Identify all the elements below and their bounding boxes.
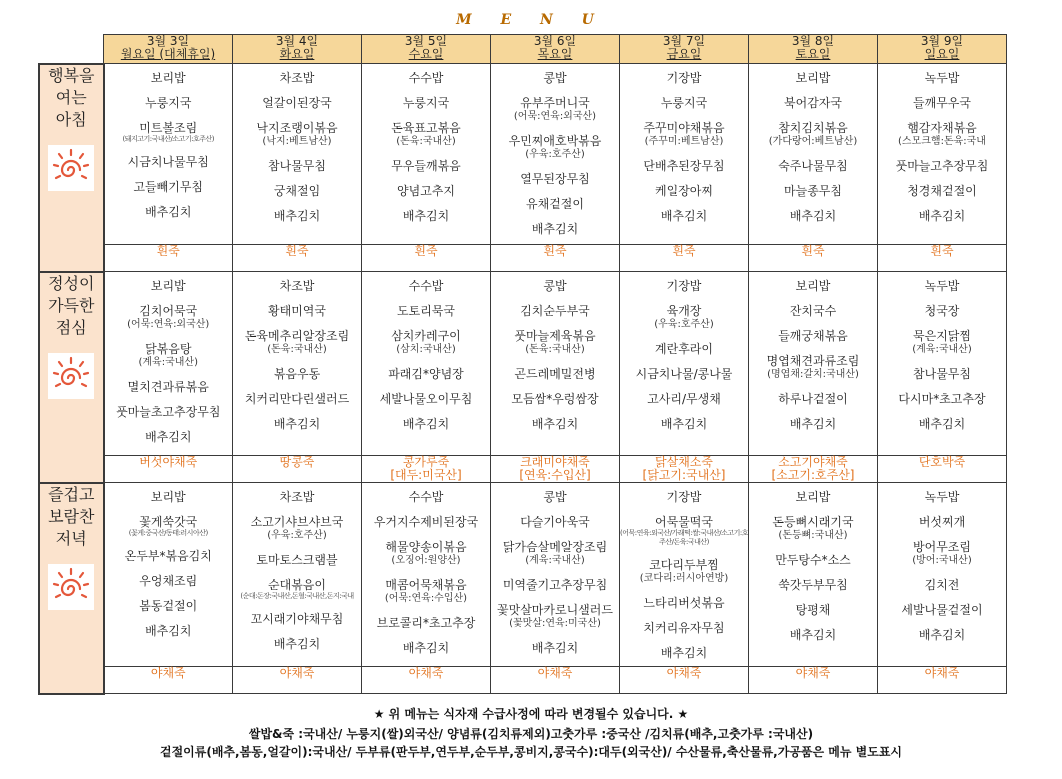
porridge-name: 야채죽 xyxy=(150,666,186,680)
dish-item: 무우들깨볶음 xyxy=(391,159,461,173)
dish-item: 김치전 xyxy=(924,578,960,592)
day-name: 수요일 xyxy=(408,47,444,61)
dinner-menu-cell xyxy=(620,483,749,667)
meal-logo xyxy=(48,145,94,191)
dish-item: 어묵물떡국 xyxy=(655,515,713,529)
porridge-name: 닭살채소죽 xyxy=(655,455,713,469)
origin-note: (어묵:연육:외국산) xyxy=(127,319,210,330)
dish-item: 세발나물오이무침 xyxy=(379,392,473,406)
dish-item: 배추김치 xyxy=(918,417,966,431)
dish-item: 열무된장무침 xyxy=(520,172,590,186)
dish-item: 들깨무우국 xyxy=(913,96,971,110)
dish-item: 얼갈이된장국 xyxy=(262,96,332,110)
meal-label-line: 행복을 xyxy=(48,65,95,85)
dish-item: 보리밥 xyxy=(150,490,186,504)
porridge-cell xyxy=(233,245,362,272)
dish-item: 배추김치 xyxy=(531,222,579,236)
dinner-menu-cell xyxy=(491,483,620,667)
dish-item: 돈육표고볶음 xyxy=(391,121,461,135)
origin-note: (돈등뼈:국내산) xyxy=(778,530,848,541)
origin-note: (어묵:연육:수입산) xyxy=(384,593,468,604)
day-date: 3월 4일 xyxy=(275,34,319,48)
porridge-name: 크래미야채죽 xyxy=(520,455,590,469)
dish-item: 배추김치 xyxy=(402,641,450,655)
dish-item: 보리밥 xyxy=(795,71,831,85)
porridge-name: 버섯야채죽 xyxy=(139,455,198,469)
dish-item: 배추김치 xyxy=(789,209,837,223)
dinner-row xyxy=(39,483,1007,667)
dish-item: 보리밥 xyxy=(150,279,186,293)
porridge-name: 땅콩죽 xyxy=(279,455,315,469)
dish-item: 배추김치 xyxy=(660,209,708,223)
dish-item: 수수밥 xyxy=(408,71,444,85)
porridge-name: 야채죽 xyxy=(537,666,573,680)
dish-item: 온두부*볶음김치 xyxy=(124,549,212,563)
dish-item: 누룽지국 xyxy=(660,96,708,110)
dish-item: 단배추된장무침 xyxy=(643,159,725,173)
origin-note: (돈육:국내산) xyxy=(525,344,585,355)
dish-item: 보리밥 xyxy=(795,490,831,504)
day-header xyxy=(104,35,233,64)
dish-item: 코다리두부찜 xyxy=(649,558,719,572)
dish-item: 배추김치 xyxy=(531,641,579,655)
dish-item: 고사리/무생채 xyxy=(647,392,721,406)
dish-item: 차조밥 xyxy=(279,490,315,504)
dish-item: 배추김치 xyxy=(145,624,192,638)
swirl-logo-icon xyxy=(48,564,94,610)
dish-item: 김치어묵국 xyxy=(139,304,198,318)
porridge-cell xyxy=(878,667,1007,694)
dish-item: 치커리만다린샐러드 xyxy=(244,392,350,406)
change-notice: ★ 위 메뉴는 식자재 수급사정에 따라 변경될수 있습니다. ★ xyxy=(373,707,689,721)
dish-item: 북어감자국 xyxy=(784,96,842,110)
dish-item: 배추김치 xyxy=(918,209,966,223)
dish-item: 보리밥 xyxy=(150,71,186,85)
meal-label-line: 가득한 xyxy=(48,295,95,315)
breakfast-menu-cell xyxy=(878,64,1007,245)
dish-item: 세발나물겉절이 xyxy=(901,603,983,617)
origin-note: (돈육:국내산) xyxy=(396,136,456,147)
dish-item: 배추김치 xyxy=(918,628,966,642)
dish-item: 김치순두부국 xyxy=(520,304,590,318)
origin-note: (명엽채:갈치:국내산) xyxy=(767,369,859,380)
dish-item: 매콤어묵채볶음 xyxy=(385,578,467,592)
porridge-cell xyxy=(620,456,749,483)
dish-item: 쑥갓두부무침 xyxy=(778,578,848,592)
dish-item: 참나물무침 xyxy=(913,367,971,381)
origin-note: (우육:호주산) xyxy=(525,149,585,160)
breakfast-menu-cell xyxy=(233,64,362,245)
dish-item: 꽃게쑥갓국 xyxy=(139,515,198,529)
origin-note: (주꾸미:베트남산) xyxy=(644,136,724,147)
dish-item: 콩밥 xyxy=(543,279,567,293)
dish-item: 다시마*초고추장 xyxy=(898,392,986,406)
origin-note: (계육:국내산) xyxy=(912,344,972,355)
dish-item: 파래김*양념장 xyxy=(388,367,464,381)
day-header xyxy=(878,35,1007,64)
day-header xyxy=(749,35,878,64)
dish-item: 곤드레메밀전병 xyxy=(514,367,596,381)
porridge-cell xyxy=(233,667,362,694)
dish-item: 치커리유자무침 xyxy=(643,621,725,635)
lunch-label-cell xyxy=(39,272,104,483)
dinner-menu-cell xyxy=(878,483,1007,667)
breakfast-menu-cell xyxy=(491,64,620,245)
meal-logo xyxy=(48,564,94,610)
meal-label-line: 즐겁고 xyxy=(48,484,95,504)
porridge-cell xyxy=(749,245,878,272)
porridge-cell xyxy=(362,667,491,694)
dish-item: 고들빼기무침 xyxy=(133,180,204,194)
breakfast-menu-cell xyxy=(749,64,878,245)
origin-note: (낙지:베트남산) xyxy=(262,136,332,147)
porridge-name: 흰죽 xyxy=(801,244,825,258)
lunch-menu-cell xyxy=(233,272,362,456)
dish-item: 유부주머니국 xyxy=(520,96,590,110)
dinner-menu-cell xyxy=(233,483,362,667)
meal-label-line: 정성이 xyxy=(48,273,95,293)
dish-item: 소고기샤브샤브국 xyxy=(250,515,344,529)
meal-label-line: 보람찬 xyxy=(48,506,95,526)
dish-item: 케일장아찌 xyxy=(655,184,713,198)
porridge-cell xyxy=(491,456,620,483)
day-header xyxy=(620,35,749,64)
dish-item: 배추김치 xyxy=(273,417,321,431)
dish-item: 녹두밥 xyxy=(924,490,960,504)
day-name: 화요일 xyxy=(279,47,315,61)
dish-item: 미역줄기고추장무침 xyxy=(502,578,608,592)
dish-item: 청국장 xyxy=(924,304,960,318)
dish-item: 도토리묵국 xyxy=(397,304,455,318)
dish-item: 하루나겉절이 xyxy=(778,392,848,406)
porridge-origin: [소고기:호주산] xyxy=(771,468,855,482)
dish-item: 배추김치 xyxy=(402,209,450,223)
meal-label-line: 아침 xyxy=(55,109,87,129)
porridge-cell xyxy=(491,245,620,272)
day-name: 일요일 xyxy=(924,47,960,61)
dish-item: 방어무조림 xyxy=(913,540,971,554)
dish-item: 녹두밥 xyxy=(924,71,960,85)
day-date: 3월 6일 xyxy=(533,34,577,48)
porridge-cell xyxy=(104,456,233,483)
origin-note: (돈육:국내산) xyxy=(267,344,327,355)
dish-item: 탕평채 xyxy=(795,603,831,617)
dinner-menu-cell xyxy=(749,483,878,667)
day-header xyxy=(233,35,362,64)
day-name: 금요일 xyxy=(666,47,702,61)
porridge-cell xyxy=(362,245,491,272)
swirl-logo-icon xyxy=(48,145,94,191)
dish-item: 순대볶음이 xyxy=(268,578,326,592)
day-date: 3월 5일 xyxy=(404,34,448,48)
dish-item: 돈등뼈시래기국 xyxy=(772,515,854,529)
dish-item: 누룽지국 xyxy=(402,96,450,110)
day-header xyxy=(491,35,620,64)
dish-item: 배추김치 xyxy=(531,417,579,431)
origin-note: (어묵:연육:외국산) xyxy=(513,111,597,122)
porridge-origin: [대두:미국산] xyxy=(390,468,462,482)
day-header-row xyxy=(39,35,1007,64)
dish-item: 배추김치 xyxy=(273,209,321,223)
porridge-name: 야채죽 xyxy=(279,666,315,680)
dish-item: 토마토스크램블 xyxy=(256,553,338,567)
dish-item: 모듬쌈*우렁쌈장 xyxy=(511,392,599,406)
dish-item: 차조밥 xyxy=(279,279,315,293)
day-header xyxy=(362,35,491,64)
origin-note: (계육:국내산) xyxy=(525,555,585,566)
lunch-menu-cell xyxy=(362,272,491,456)
breakfast-row xyxy=(39,64,1007,245)
dish-item: 기장밥 xyxy=(666,279,702,293)
dish-item: 봄동겉절이 xyxy=(139,599,198,613)
porridge-cell xyxy=(104,245,233,272)
porridge-cell xyxy=(620,245,749,272)
dish-item: 기장밥 xyxy=(666,490,702,504)
lunch-menu-cell xyxy=(878,272,1007,456)
dish-item: 배추김치 xyxy=(660,417,708,431)
origin-note: (코다리:러시아연방) xyxy=(639,573,729,584)
porridge-name: 흰죽 xyxy=(930,244,954,258)
swirl-logo-icon xyxy=(48,353,94,399)
origin-info-line-2: 겉절이류(배추,봄동,얼갈이):국내산/ 두부류(판두부,연두부,순두부,콩비지,콩국수):대두(외국산)/ 수산물류,축산물류,가공품은 메뉴 별도표시 xyxy=(159,745,902,759)
dish-item: 육개장 xyxy=(666,304,702,318)
porridge-name: 야채죽 xyxy=(924,666,960,680)
menu-title: M E N U xyxy=(456,12,606,28)
day-date: 3월 8일 xyxy=(791,34,835,48)
dish-item: 참치김치볶음 xyxy=(778,121,848,135)
breakfast-menu-cell xyxy=(104,64,233,245)
porridge-name: 단호박죽 xyxy=(918,455,966,469)
dish-item: 마늘종무침 xyxy=(784,184,842,198)
lunch-menu-cell xyxy=(620,272,749,456)
porridge-cell xyxy=(878,245,1007,272)
porridge-cell xyxy=(749,667,878,694)
dish-item: 콩밥 xyxy=(543,490,567,504)
day-name: 토요일 xyxy=(795,47,831,61)
dish-item: 보리밥 xyxy=(795,279,831,293)
dish-item: 멸치견과류볶음 xyxy=(127,380,209,394)
lunch-menu-cell xyxy=(491,272,620,456)
origin-note: (우육:호주산) xyxy=(654,319,714,330)
day-date: 3월 9일 xyxy=(920,34,964,48)
dish-item: 양념고추지 xyxy=(397,184,455,198)
porridge-name: 콩가루죽 xyxy=(402,455,450,469)
menu-table xyxy=(38,34,1007,695)
lunch-menu-cell xyxy=(104,272,233,456)
dish-item: 기장밥 xyxy=(666,71,702,85)
porridge-cell xyxy=(491,667,620,694)
dish-item: 배추김치 xyxy=(145,430,192,444)
dish-item: 꽃맛살마카로니샐러드 xyxy=(497,603,613,617)
dish-item: 햄감자채볶음 xyxy=(907,121,977,135)
porridge-cell xyxy=(104,667,233,694)
dish-item: 만두탕수*소스 xyxy=(775,553,851,567)
dish-item: 잔치국수 xyxy=(789,304,837,318)
porridge-name: 흰죽 xyxy=(414,244,438,258)
dish-item: 풋마늘고추장무침 xyxy=(895,159,989,173)
dish-item: 풋마늘초고추장무침 xyxy=(116,405,221,419)
dish-item: 브로콜리*초고추장 xyxy=(376,616,476,630)
origin-note: (삼치:국내산) xyxy=(396,344,456,355)
breakfast-porridge-row xyxy=(39,245,1007,272)
day-date: 3월 3일 xyxy=(146,34,190,48)
origin-note: (스모크햄:돈육:국내 xyxy=(898,136,986,147)
meal-logo xyxy=(48,353,94,399)
dish-item: 차조밥 xyxy=(279,71,315,85)
porridge-name: 흰죽 xyxy=(672,244,696,258)
day-date: 3월 7일 xyxy=(662,34,706,48)
dish-item: 궁채절임 xyxy=(273,184,321,198)
porridge-cell xyxy=(233,456,362,483)
dish-item: 볶음우동 xyxy=(273,367,321,381)
breakfast-menu-cell xyxy=(620,64,749,245)
dish-item: 해물양송이볶음 xyxy=(385,540,467,554)
origin-note: (꽃게:중국산/동태:러시아산) xyxy=(128,529,208,537)
dish-item: 누룽지국 xyxy=(145,96,192,110)
dish-item: 다슬기아욱국 xyxy=(520,515,590,529)
dish-item: 낙지조랭이볶음 xyxy=(256,121,338,135)
porridge-name: 흰죽 xyxy=(156,244,180,258)
porridge-name: 소고기야채죽 xyxy=(778,455,848,469)
dish-item: 풋마늘제육볶음 xyxy=(514,329,596,343)
origin-note: (꽃맛살:연육:미국산) xyxy=(509,618,601,629)
dish-item: 우민찌애호박볶음 xyxy=(508,134,602,148)
origin-note: (순대:돈장:국내산,돈혈:국내산,돈지:국내 xyxy=(240,592,354,600)
origin-note: (방어:국내산) xyxy=(912,555,972,566)
dish-item: 미트볼조림 xyxy=(139,121,198,135)
dinner-label-cell xyxy=(39,483,104,694)
origin-note: (우육:호주산) xyxy=(267,530,327,541)
dish-item: 우거지수제비된장국 xyxy=(373,515,479,529)
dish-item: 숙주나물무침 xyxy=(778,159,848,173)
dish-item: 우엉채조림 xyxy=(139,574,198,588)
dish-item: 버섯찌개 xyxy=(918,515,966,529)
dish-item: 주꾸미야채볶음 xyxy=(643,121,725,135)
dish-item: 황태미역국 xyxy=(268,304,326,318)
dish-item: 느타리버섯볶음 xyxy=(643,596,725,610)
dish-item: 들깨궁채볶음 xyxy=(778,329,848,343)
porridge-origin: [닭고기:국내산] xyxy=(642,468,726,482)
lunch-menu-cell xyxy=(749,272,878,456)
dish-item: 닭볶음탕 xyxy=(145,342,192,356)
breakfast-label-cell xyxy=(39,64,104,272)
dish-item: 시금치나물무침 xyxy=(127,155,209,169)
dish-item: 배추김치 xyxy=(402,417,450,431)
porridge-cell xyxy=(620,667,749,694)
dish-item: 배추김치 xyxy=(145,205,192,219)
dish-item: 배추김치 xyxy=(660,646,708,660)
porridge-cell xyxy=(362,456,491,483)
origin-note: (오징어:원양산) xyxy=(391,555,461,566)
dinner-menu-cell xyxy=(362,483,491,667)
porridge-cell xyxy=(878,456,1007,483)
meal-label-line: 여는 xyxy=(55,87,87,107)
dish-item: 시금치나물/콩나물 xyxy=(635,367,733,381)
dinner-porridge-row xyxy=(39,667,1007,694)
dish-item: 참나물무침 xyxy=(268,159,326,173)
porridge-name: 야채죽 xyxy=(795,666,831,680)
origin-note: (계육:국내산) xyxy=(138,357,198,368)
dish-item: 돈육메추리알장조림 xyxy=(244,329,350,343)
dish-item: 청경채겉절이 xyxy=(907,184,977,198)
lunch-porridge-row xyxy=(39,456,1007,483)
dinner-menu-cell xyxy=(104,483,233,667)
meal-label-line: 점심 xyxy=(55,317,87,337)
day-name: 월요일 (대체휴일) xyxy=(120,47,216,61)
dish-item: 닭가슴살메알장조림 xyxy=(502,540,608,554)
porridge-name: 야채죽 xyxy=(666,666,702,680)
meal-label-line: 저녁 xyxy=(55,528,87,548)
dish-item: 삼치카레구이 xyxy=(391,329,461,343)
porridge-cell xyxy=(749,456,878,483)
day-name: 목요일 xyxy=(537,47,573,61)
origin-note: (돼지고기:국내산/소고기:호주산) xyxy=(122,135,214,143)
dish-item: 배추김치 xyxy=(789,417,837,431)
breakfast-menu-cell xyxy=(362,64,491,245)
dish-item: 유채겉절이 xyxy=(526,197,584,211)
corner-cell xyxy=(39,35,104,64)
porridge-name: 흰죽 xyxy=(285,244,309,258)
dish-item: 배추김치 xyxy=(789,628,837,642)
dish-item: 수수밥 xyxy=(408,490,444,504)
dish-item: 수수밥 xyxy=(408,279,444,293)
dish-item: 명엽채견과류조림 xyxy=(766,354,860,368)
origin-note: (가다랑어:베트남산) xyxy=(768,136,858,147)
dish-item: 계란후라이 xyxy=(655,342,713,356)
dish-item: 배추김치 xyxy=(273,637,321,651)
dish-item: 녹두밥 xyxy=(924,279,960,293)
origin-note: (어묵:연육:외국산/가래떡:쌀:국내산/소고기:호주산/돈육:국내산) xyxy=(620,529,748,546)
dish-item: 콩밥 xyxy=(543,71,567,85)
dish-item: 묵은지닭찜 xyxy=(913,329,971,343)
porridge-origin: [연육:수입산] xyxy=(519,468,591,482)
porridge-name: 야채죽 xyxy=(408,666,444,680)
dish-item: 꼬시래기야채무침 xyxy=(250,612,344,626)
porridge-name: 흰죽 xyxy=(543,244,567,258)
lunch-row xyxy=(39,272,1007,456)
origin-info-line-1: 쌀밥&죽 :국내산/ 누룽지(쌀)외국산/ 양념류(김치류제외)고춧가루 :중국산 /김치류(배추,고춧가루 :국내산) xyxy=(248,727,814,741)
